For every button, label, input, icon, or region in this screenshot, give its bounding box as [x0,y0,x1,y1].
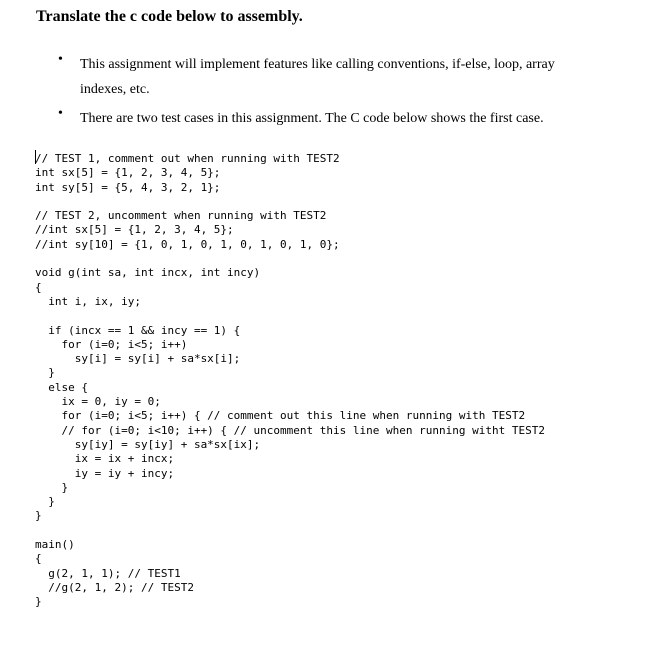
code-line: g(2, 1, 1); // TEST1 [35,566,181,580]
code-line: iy = iy + incy; [35,466,175,480]
bullet-text: This assignment will implement features like calling conventions, if-else, loop, array indexes, etc. [80,57,555,97]
code-line: int i, ix, iy; [35,294,141,308]
bullet-text: There are two test cases in this assignment. The C code below shows the first case. [80,111,544,126]
code-line: } [35,480,69,494]
code-line: //int sx[5] = {1, 2, 3, 4, 5}; [35,223,234,237]
code-line: //int sy[10] = {1, 0, 1, 0, 1, 0, 1, 0, 1, 0}; [35,237,340,251]
code-line: sy[i] = sy[i] + sa*sx[i]; [35,352,241,366]
bullet-dot-icon: • [58,106,63,121]
code-line: // TEST 2, uncomment when running with TEST2 [35,209,327,223]
code-line: { [35,552,42,566]
code-line: if (incx == 1 && incy == 1) { [35,323,241,337]
code-line: for (i=0; i<5; i++) { // comment out this line when running with TEST2 [35,409,526,423]
code-line: } [35,595,42,609]
code-line: ix = ix + incx; [35,452,175,466]
code-line: } [35,366,55,380]
code-line: //g(2, 1, 2); // TEST2 [35,580,194,594]
code-line: { [35,280,42,294]
code-line [35,309,545,323]
code-line: } [35,495,55,509]
code-line [35,252,545,266]
code-line [35,195,545,209]
code-line: void g(int sa, int incx, int incy) [35,266,261,280]
code-block[interactable] [35,152,545,610]
code-line: // for (i=0; i<10; i++) { // uncomment this line when running witht TEST2 [35,423,545,437]
assignment-title: Translate the c code below to assembly. [36,8,303,25]
code-line: int sy[5] = {5, 4, 3, 2, 1}; [35,180,221,194]
code-line: else { [35,380,88,394]
code-line: ix = 0, iy = 0; [35,395,161,409]
code-line: // TEST 1, comment out when running with TEST2 [35,152,340,165]
code-line: for (i=0; i<5; i++) [35,337,188,351]
code-line: main() [35,538,75,552]
code-line: } [35,509,42,523]
bullet-dot-icon: • [58,52,63,67]
code-line [35,524,545,538]
code-line: int sx[5] = {1, 2, 3, 4, 5}; [35,166,221,180]
code-line: sy[iy] = sy[iy] + sa*sx[ix]; [35,437,261,451]
